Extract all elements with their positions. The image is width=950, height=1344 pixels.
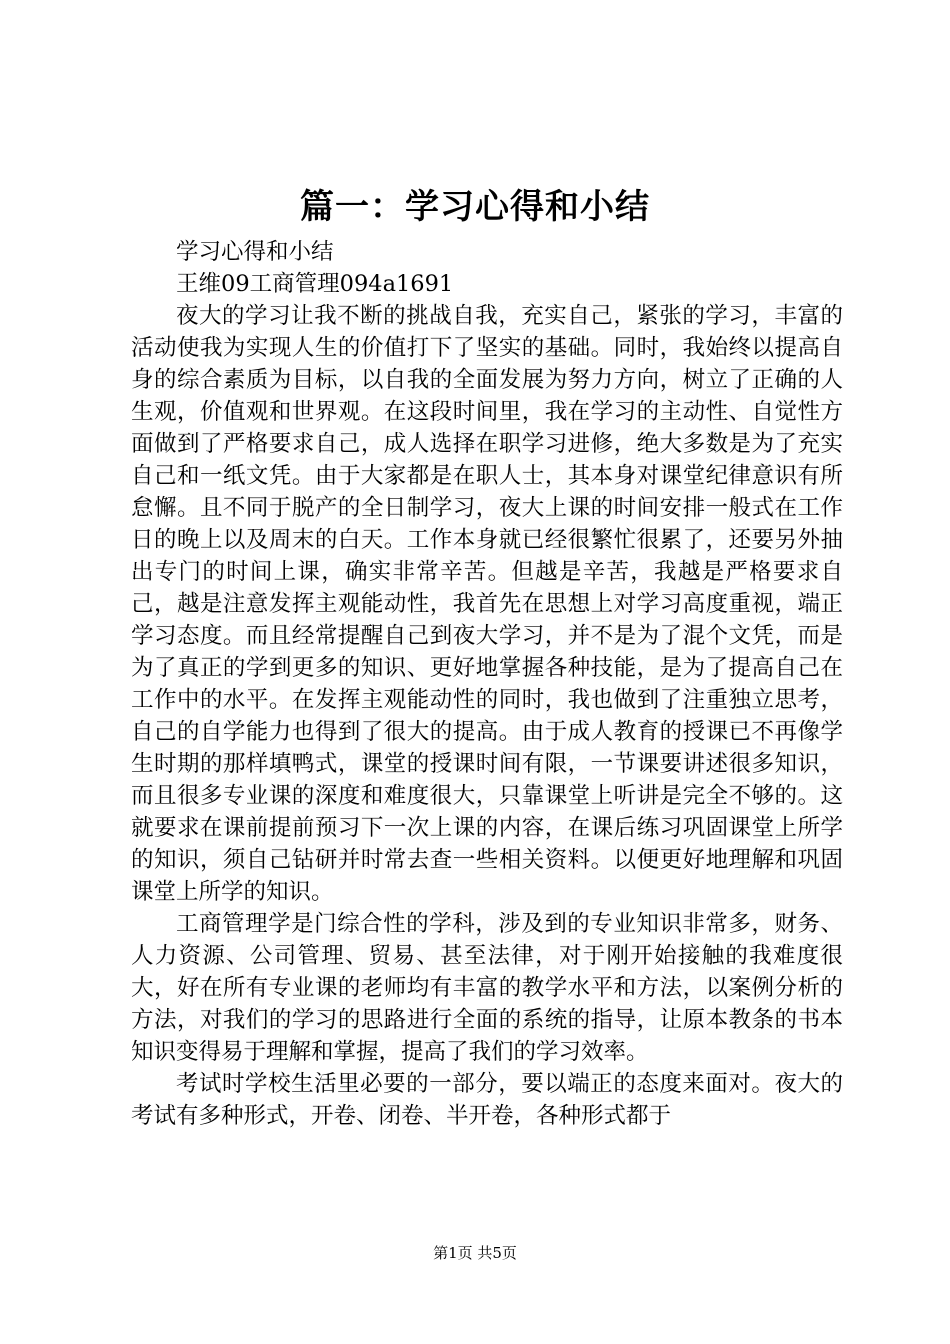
page-footer: 第1页 共5页 xyxy=(433,1244,517,1262)
document-body xyxy=(131,236,843,1132)
paragraph-3: 考试时学校生活里必要的一部分，要以端正的态度来面对。夜大的考试有多种形式，开卷、闭卷、半开卷，各种形式都于 xyxy=(131,1071,843,1129)
paragraph-2: 工商管理学是门综合性的学科，涉及到的专业知识非常多，财务、人力资源、公司管理、贸易、甚至法律，对于刚开始接触的我难度很大，好在所有专业课的老师均有丰富的教学水平和方法，以案例分析的方法，对我们的学习的思路进行全面的系统的指导，让原本教条的书本知识变得易于理解和掌握，提高了我们的学习效率。 xyxy=(131,911,843,1065)
paragraph-1: 夜大的学习让我不断的挑战自我，充实自己，紧张的学习，丰富的活动使我为实现人生的价值打下了坚实的基础。同时，我始终以提高自身的综合素质为目标，以自我的全面发展为努力方向，树立了正确的人生观，价值观和世界观。在这段时间里，我在学习的主动性、自觉性方面做到了严格要求自己，成人选择在职学习进修，绝大多数是为了充实自己和一纸文凭。由于大家都是在职人士，其本身对课堂纪律意识有所怠懈。且不同于脱产的全日制学习，夜大上课的时间安排一般式在工作日的晚上以及周末的白天。工作本身就已经很繁忙很累了，还要另外抽出专门的时间上课，确实非常辛苦。但越是辛苦，我越是严格要求自己，越是注意发挥主观能动性，我首先在思想上对学习高度重视，端正学习态度。而且经常提醒自己到夜大学习，并不是为了混个文凭，而是为了真正的学到更多的知识、更好地掌握各种技能，是为了提高自己在工作中的水平。在发挥主观能动性的同时，我也做到了注重独立思考，自己的自学能力也得到了很大的提高。由于成人教育的授课已不再像学生时期的那样填鸭式，课堂的授课时间有限，一节课要讲述很多知识，而且很多专业课的深度和难度很大，只靠课堂上听讲是完全不够的。这就要求在课前提前预习下一次上课的内容，在课后练习巩固课堂上所学的知识，须自己钻研并时常去查一些相关资料。以便更好地理解和巩固课堂上所学的知识。 xyxy=(131,303,843,905)
page-title: 篇一：学习心得和小结 xyxy=(300,187,650,227)
author-line: 王维09工商管理094a1691 xyxy=(176,271,454,297)
subtitle-line: 学习心得和小结 xyxy=(176,239,334,265)
